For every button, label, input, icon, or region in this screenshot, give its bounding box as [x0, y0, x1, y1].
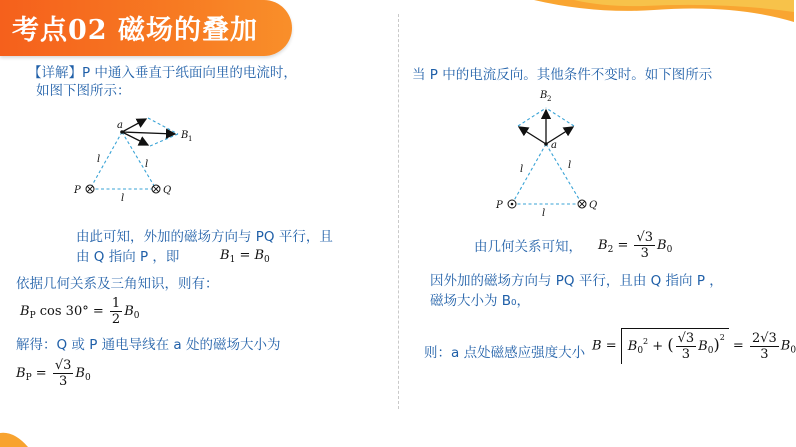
- left-geometry-line: 依据几何关系及三角知识，则有：: [16, 276, 219, 292]
- label-b2-sub: 2: [547, 95, 552, 103]
- equation-final-magnitude: $B = B_0^2$ + ( $\frac{√3}{3}$ $B_0)^2$ = $\frac{2√3}{3}$ $B_0$: [592, 328, 796, 364]
- label-q: Q: [163, 185, 172, 196]
- right-geometry-line: 由几何关系可知，: [474, 239, 582, 255]
- right-because-line-2: 磁场大小为 B₀，: [430, 293, 530, 309]
- right-final-line: 则：a 点处磁感应强度大小: [424, 345, 586, 361]
- current-into-page-q: [578, 200, 586, 208]
- label-l-left: l: [97, 154, 101, 165]
- label-p: P: [496, 200, 503, 211]
- current-into-page-p: [86, 185, 94, 193]
- dashed-construction-lines: [512, 108, 582, 204]
- left-intro-line-1: 【详解】P 中通入垂直于纸面向里的电流时，: [28, 65, 297, 81]
- left-field-diagram: [70, 104, 220, 204]
- label-q: Q: [589, 200, 598, 211]
- left-conclusion-line-1: 由此可知，外加的磁场方向与 PQ 平行，且: [76, 229, 333, 245]
- equation-bp: $B_P$ = $\frac{√3}{3}$ $B_0$: [16, 358, 91, 389]
- label-l-right: l: [145, 159, 149, 170]
- left-intro-line-2: 如图下图所示：: [36, 83, 131, 99]
- field-vectors: [519, 110, 573, 144]
- label-a: a: [117, 120, 123, 131]
- label-l-bottom: l: [121, 193, 125, 204]
- right-because-line-1: 因外加的磁场方向与 PQ 平行，且由 Q 指向 P ，: [430, 273, 723, 289]
- sqrt-radicand: $B_0^2$ + ( $\frac{√3}{3}$ $B_0)^2$: [621, 328, 729, 364]
- corner-decoration: [0, 427, 28, 447]
- left-conclusion-line-2: 由 Q 指向 P ，即: [76, 249, 180, 265]
- right-field-diagram: [490, 88, 620, 218]
- label-b: B: [540, 90, 548, 101]
- label-b: B: [181, 130, 189, 141]
- column-divider: [398, 14, 399, 409]
- page-title: 考点02 磁场的叠加: [12, 15, 258, 46]
- dashed-construction-lines: [90, 118, 178, 189]
- left-solve-line: 解得：Q 或 P 通电导线在 a 处的磁场大小为: [16, 337, 281, 353]
- label-p: P: [74, 185, 81, 196]
- equation-b2: $B_2$ = $\frac{√3}{3}$ $B_0$: [598, 230, 673, 261]
- right-intro-line: 当 P 中的电流反向。其他条件不变时。如下图所示: [412, 67, 713, 83]
- label-b1-sub: 1: [188, 135, 193, 143]
- label-a: a: [551, 140, 557, 151]
- label-l-bottom: l: [542, 208, 546, 219]
- current-into-page-q: [152, 185, 160, 193]
- top-wave-decoration: [534, 0, 794, 22]
- label-l-right: l: [568, 160, 572, 171]
- field-vectors: [122, 119, 175, 145]
- equation-b1-equals-b0: $B_1 = B_0$: [220, 248, 270, 265]
- label-l-left: l: [520, 164, 524, 175]
- equation-cos30: $B_P$ cos 30° = $\frac{1}{2}$ $B_0$: [20, 296, 140, 327]
